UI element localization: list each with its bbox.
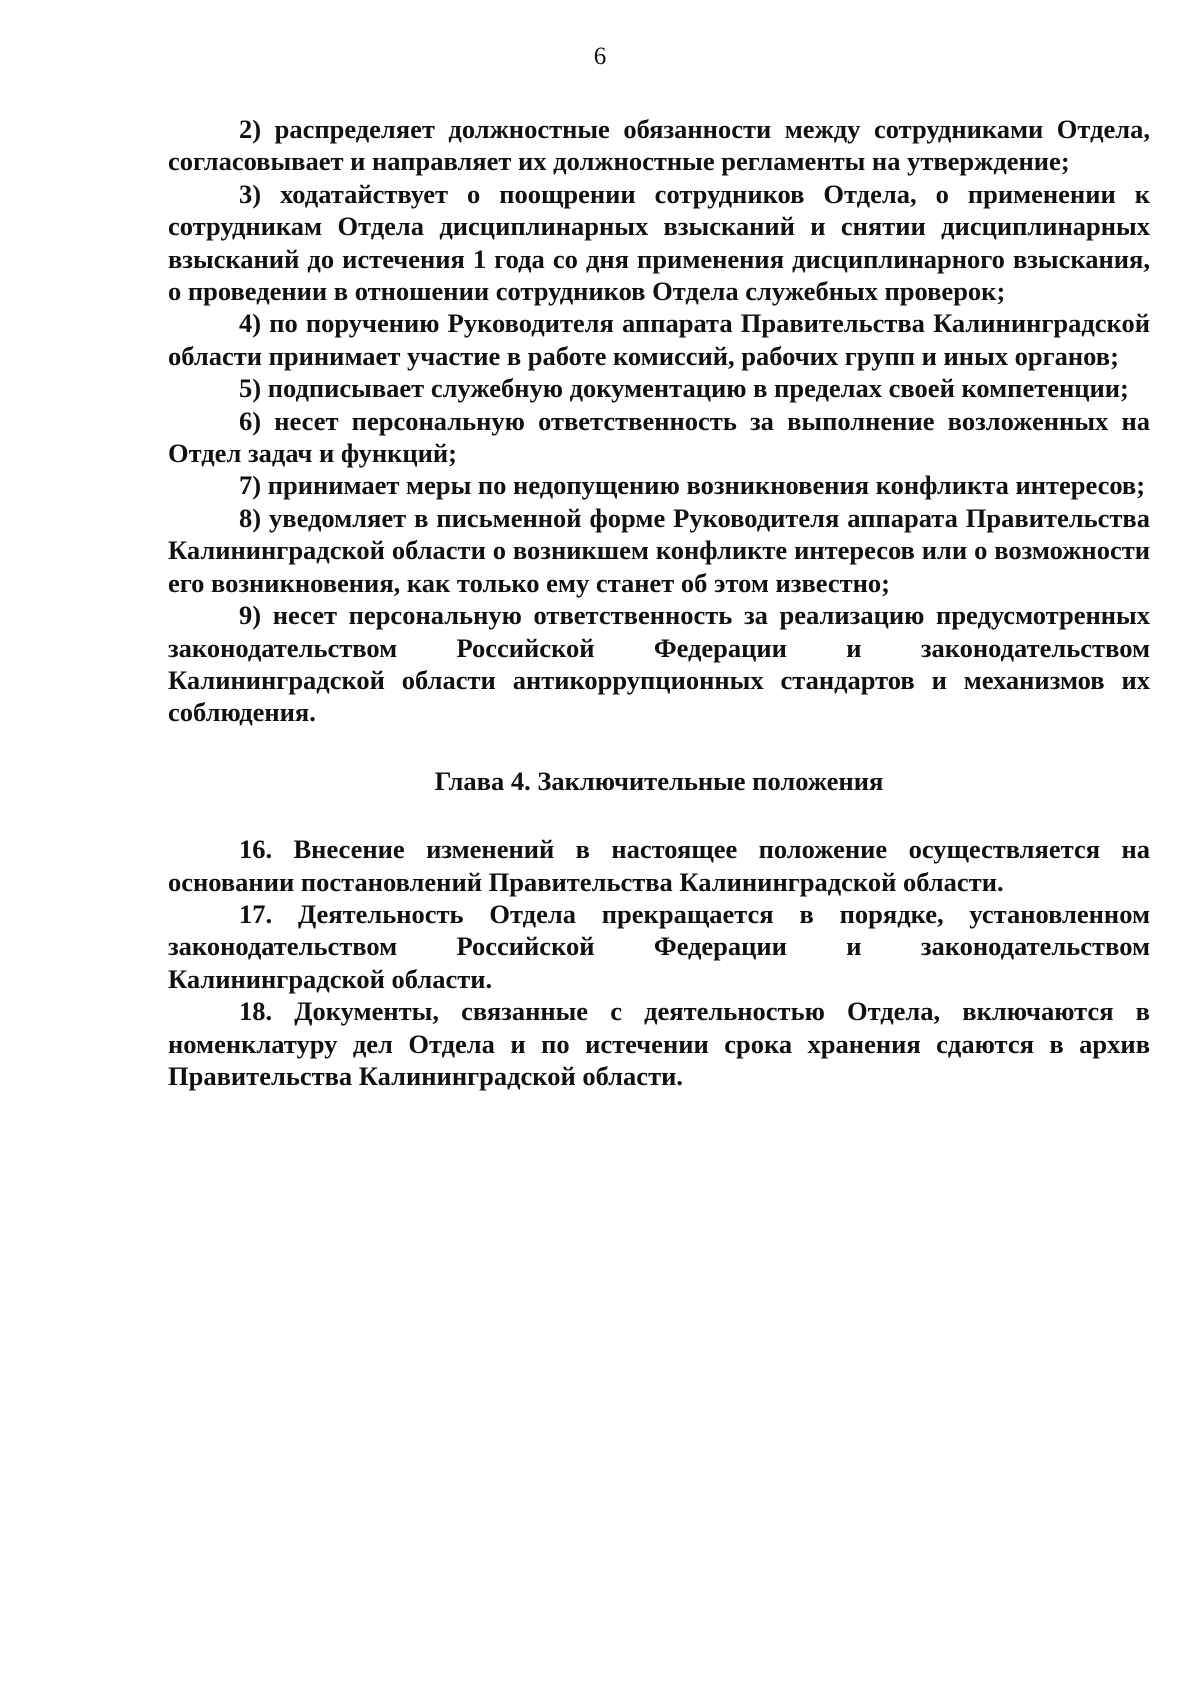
provision-18: 18. Документы, связанные с деятельностью Отдела, включаются в номенклатуру дел Отдела и по истечении срока хранения сдаются в архив Правительства Калининградской области. (168, 996, 1150, 1091)
duty-item-9: 9) несет персональную ответственность за реализацию предусмотренных законодательством Российской Федерации и законодательством Калининградской области антикоррупционных стандартов и механизмов их соблюдения. (168, 600, 1150, 728)
duty-item-4: 4) по поручению Руководителя аппарата Правительства Калининградской области принимает участие в работе комиссий, рабочих групп и иных органов; (168, 308, 1150, 371)
duty-item-3: 3) ходатайствует о поощрении сотрудников Отдела, о применении к сотрудникам Отдела дисциплинарных взысканий и снятии дисциплинарных взысканий до истечения 1 года со дня применения дисциплинарного взыскания, о проведении в отношении сотрудников Отдела служебных проверок; (168, 178, 1150, 307)
duty-item-7: 7) принимает меры по недопущению возникновения конфликта интересов; (239, 470, 1146, 501)
duty-item-8: 8) уведомляет в письменной форме Руководителя аппарата Правительства Калининградской области о возникшем конфликте интересов или о возможности его возникновения, как только ему станет об этом известно; (168, 502, 1150, 598)
duty-item-2: 2) распределяет должностные обязанности между сотрудниками Отдела, согласовывает и направляет их должностные регламенты на утверждение; (168, 114, 1150, 177)
provision-16: 16. Внесение изменений в настоящее положение осуществляется на основании постановлений Правительства Калининградской области. (168, 834, 1150, 897)
duty-item-5: 5) подписывает служебную документацию в пределах своей компетенции; (239, 373, 1129, 404)
document-body (168, 113, 1150, 1092)
duty-item-6: 6) несет персональную ответственность за выполнение возложенных на Отдел задач и функций; (168, 405, 1150, 469)
chapter-heading: Глава 4. Заключительные положения (434, 765, 884, 796)
page-number: 6 (593, 43, 607, 70)
provision-17: 17. Деятельность Отдела прекращается в порядке, установленном законодательством Российской Федерации и законодательством Калининградской области. (168, 898, 1150, 994)
